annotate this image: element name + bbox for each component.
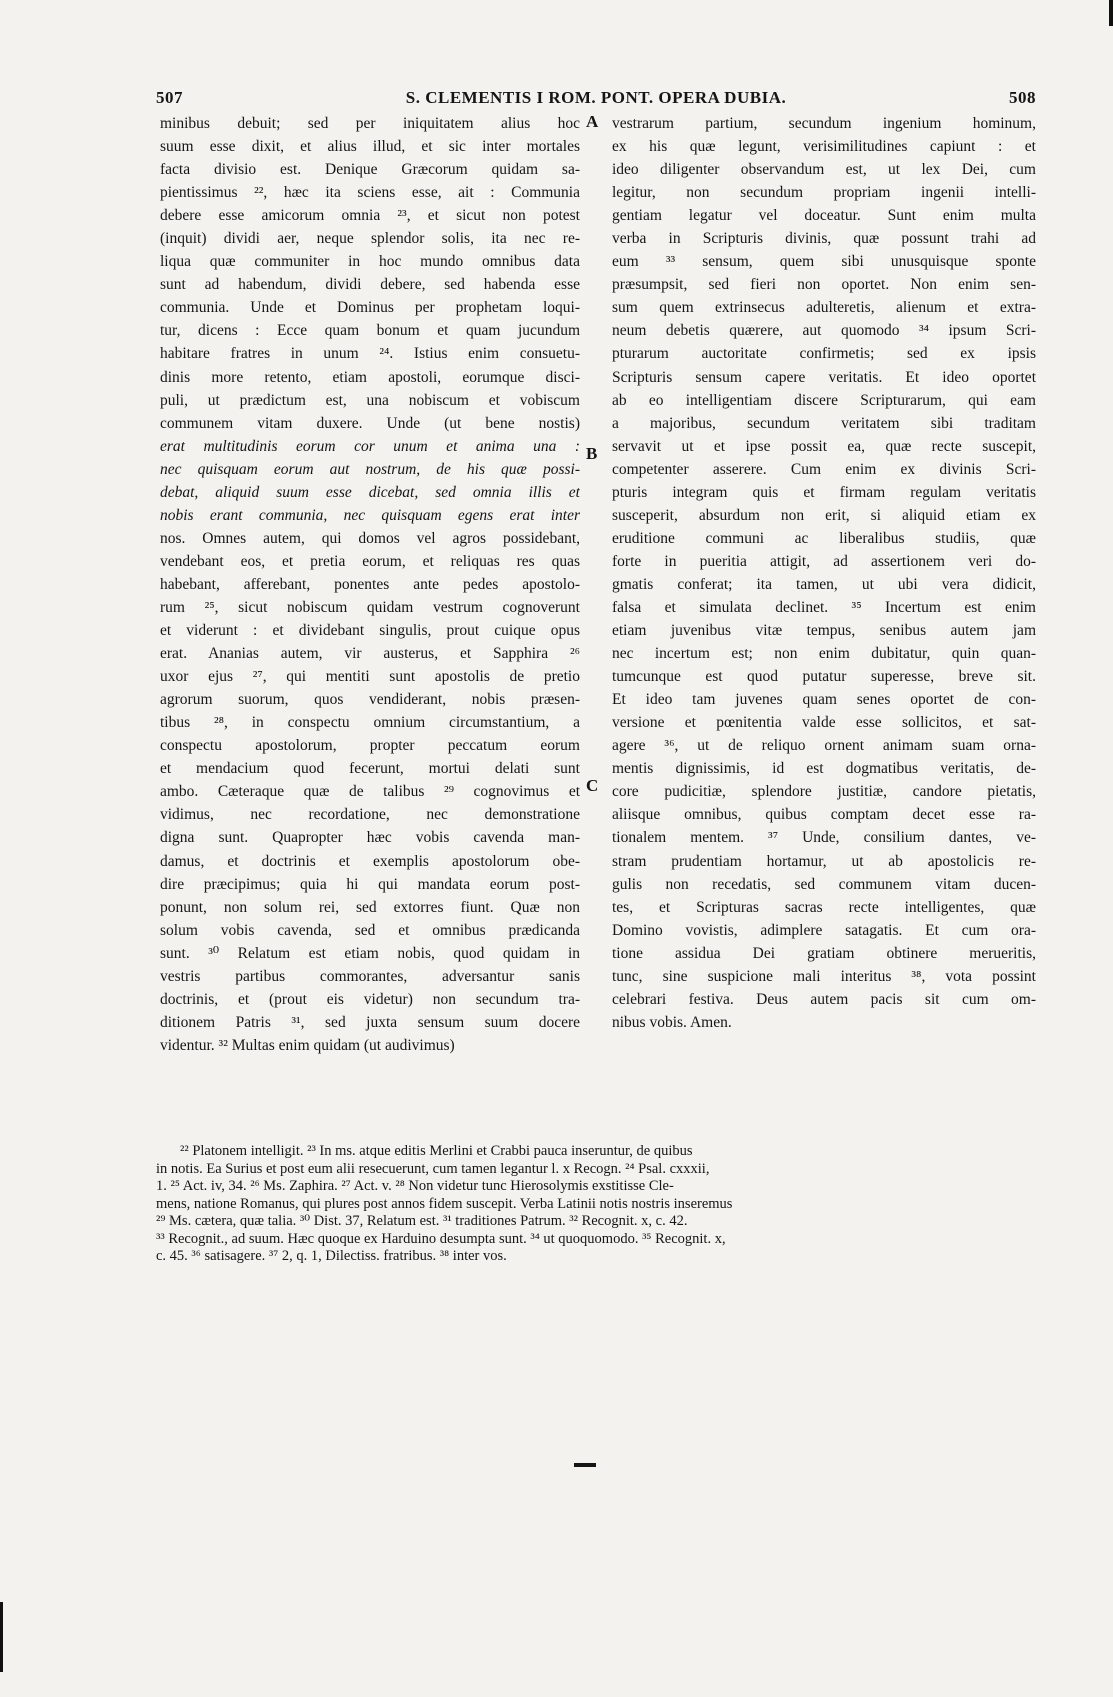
- text-line: damus, et doctrinis et exemplis apostolorum obe-: [160, 852, 580, 870]
- running-header: [156, 88, 1036, 110]
- footnote-line: in notis. Ea Surius et post eum alii resecuerunt, cum tamen legantur l. x Recogn. ²⁴ Psal. cxxxii,: [156, 1160, 710, 1177]
- text-line: præsumpsit, sed fieri non oportet. Non enim sen-: [612, 276, 1036, 294]
- scan-edge-mark: [0, 1602, 3, 1672]
- text-line: tionalem mentem. ³⁷ Unde, consilium dantes, ve-: [612, 829, 1036, 847]
- text-line: tibus ²⁸, in conspectu omnium circumstantium, a: [160, 714, 580, 732]
- text-line: dinis more retento, etiam apostoli, eorumque disci-: [160, 368, 580, 386]
- text-line: sunt ad habendum, dividi debere, sed habenda esse: [160, 276, 580, 294]
- right-column: [612, 112, 1036, 1034]
- text-line: eum ³³ sensum, quem sibi unusquisque sponte: [612, 253, 1036, 271]
- running-title: S. CLEMENTIS I ROM. PONT. OPERA DUBIA.: [405, 88, 787, 107]
- footnote-line: 1. ²⁵ Act. iv, 34. ²⁶ Ms. Zaphira. ²⁷ Act. v. ²⁸ Non videtur tunc Hierosolymis exstitisse Cle-: [156, 1178, 674, 1194]
- footnote-line: mens, natione Romanus, qui plures post annos fidem suscepit. Verba Latinii notis nostris inseremus: [156, 1195, 733, 1212]
- footnote-line: c. 45. ³⁶ satisagere. ³⁷ 2, q. 1, Dilectiss. fratribus. ³⁸ inter vos.: [156, 1248, 507, 1264]
- text-line: suum esse dixit, et alius illud, et sic inter mortales: [160, 138, 580, 156]
- ornamental-dash: [574, 1463, 596, 1467]
- text-line: nec incertum est; non enim dubitatur, quin quan-: [612, 645, 1036, 663]
- text-line: conspectu apostolorum, propter peccatum eorum: [160, 737, 580, 755]
- text-line: pturarum auctoritate confirmetis; sed ex ipsis: [612, 345, 1036, 363]
- text-line: doctrinis, et (prout eis videtur) non secundum tra-: [160, 990, 580, 1008]
- section-marker-a: A: [586, 112, 599, 131]
- text-line: et viderunt : et dividebant singulis, prout cuique opus: [160, 622, 580, 640]
- footnote-line: ²² Platonem intelligit. ²³ In ms. atque editis Merlini et Crabbi pauca inseruntur, de quibus: [180, 1143, 693, 1159]
- text-line: verba in Scripturis divinis, quæ possunt trahi ad: [612, 230, 1036, 248]
- text-line: agrorum suorum, quos vendiderant, nobis præsen-: [160, 691, 580, 709]
- text-line: ditionem Patris ³¹, sed juxta sensum suum docere: [160, 1013, 580, 1031]
- footnote-line: ²⁹ Ms. cætera, quæ talia. ³⁰ Dist. 37, Relatum est. ³¹ traditiones Patrum. ³² Recognit. x, c. 42.: [156, 1213, 688, 1229]
- text-line: communem vitam duxere. Unde (ut bene nostis): [160, 414, 580, 432]
- text-line: tunc, sine suspicione mali interitus ³⁸, vota possint: [612, 967, 1036, 985]
- text-line: forte in pueritia attigit, ad assertionem veri do-: [612, 552, 1036, 570]
- text-line: vidimus, nec recordatione, nec demonstratione: [160, 806, 580, 824]
- text-line: vestrarum partium, secundum ingenium hominum,: [612, 115, 1036, 132]
- text-line: digna sunt. Quapropter hæc vobis cavenda man-: [160, 829, 580, 847]
- text-line: tes, et Scripturas sacras recte intelligentes, quæ: [612, 898, 1036, 916]
- text-line: puli, ut prædictum est, una nobiscum et vobiscum: [160, 391, 580, 409]
- text-line: agere ³⁶, ut de reliquo ornent animam suam orna-: [612, 737, 1036, 755]
- text-line: et mendacium quod fecerunt, mortui delati sunt: [160, 760, 580, 778]
- text-line: vestris partibus commorantes, adversantur sanis: [160, 967, 580, 985]
- text-line: eruditione communi ac liberalibus studiis, quæ: [612, 529, 1036, 547]
- text-line: falsa et simulata declinet. ³⁵ Incertum est enim: [612, 598, 1036, 616]
- text-line: erat multitudinis eorum cor unum et anima una :: [160, 437, 580, 455]
- text-line: tione assidua Dei gratiam obtinere merueritis,: [612, 944, 1036, 962]
- text-line: etiam juvenibus vitæ tempus, senibus autem jam: [612, 622, 1036, 640]
- text-line: debere esse amicorum omnia ²³, et sicut non potest: [160, 207, 580, 225]
- text-line: solum vobis cavenda, sed et omnibus prædicanda: [160, 921, 580, 939]
- text-line: tumcunque est quod putatur superesse, breve sit.: [612, 668, 1036, 686]
- text-line: pientissimus ²², hæc ita sciens esse, ait : Communia: [160, 184, 580, 202]
- text-line: ambo. Cæteraque quæ de talibus ²⁹ cognovimus et: [160, 783, 580, 801]
- text-line: gulis non recedatis, sed communem vitam ducen-: [612, 875, 1036, 893]
- text-line: videntur. ³² Multas enim quidam (ut audivimus): [160, 1036, 455, 1054]
- text-line: communia. Unde et Dominus per prophetam loqui-: [160, 299, 580, 317]
- text-line: versione et pœnitentia valde esse sollicitos, et sat-: [612, 714, 1036, 732]
- text-line: susceperit, absurdum non erit, si aliquid etiam ex: [612, 506, 1036, 524]
- page-number-right: 508: [1009, 88, 1036, 107]
- left-column: [160, 112, 580, 1057]
- text-line: gentiam legatur vel doceatur. Sunt enim multa: [612, 207, 1036, 225]
- text-line: ideo diligenter observandum est, ut lex Dei, cum: [612, 161, 1036, 179]
- text-line: erat. Ananias autem, vir austerus, et Sapphira ²⁶: [160, 645, 580, 663]
- text-line: liqua quæ communiter in hoc mundo omnibus data: [160, 253, 580, 271]
- text-line: neum debetis quærere, aut quomodo ³⁴ ipsum Scri-: [612, 322, 1036, 340]
- text-line: nos. Omnes autem, qui domos vel agros possidebant,: [160, 529, 580, 547]
- text-line: ponunt, non solum rei, sed extorres fiunt. Quæ non: [160, 898, 580, 916]
- section-marker-c: C: [586, 776, 599, 795]
- text-line: pturis integram quis et firmam regulam veritatis: [612, 483, 1036, 501]
- text-line: Scripturis sensum capere veritatis. Et ideo oportet: [612, 368, 1036, 386]
- text-line: a majoribus, secundum veritatem sibi traditam: [612, 414, 1036, 432]
- text-line: debat, aliquid suum esse dicebat, sed omnia illis et: [160, 483, 580, 501]
- text-line: aliisque omnibus, quibus comptam decet esse ra-: [612, 806, 1036, 824]
- section-marker-b: B: [586, 444, 598, 463]
- text-line: celebrari festiva. Deus autem pacis sit cum om-: [612, 990, 1036, 1008]
- scan-edge-mark: [1109, 0, 1113, 26]
- text-line: habebant, afferebant, ponentes ante pedes apostolo-: [160, 575, 580, 593]
- text-line: gmatis conferat; ita tamen, ut ubi vera didicit,: [612, 575, 1036, 593]
- text-line: Et ideo tam juvenes quam senes oportet de con-: [612, 691, 1036, 709]
- footnotes: [156, 1143, 1032, 1266]
- text-line: uxor ejus ²⁷, qui mentiti sunt apostolis de pretio: [160, 668, 580, 686]
- text-line: dire præcipimus; quia hi qui mandata eorum post-: [160, 875, 580, 893]
- text-line: tur, dicens : Ecce quam bonum et quam jucundum: [160, 322, 580, 340]
- text-line: (inquit) dividi aer, neque splendor solis, ita nec re-: [160, 230, 580, 248]
- text-line: ex his quæ legunt, verisimilitudines capiunt : et: [612, 138, 1036, 156]
- text-line: sum quem extrinsecus adulteretis, alienum et extra-: [612, 299, 1036, 317]
- text-line: sunt. ³⁰ Relatum est etiam nobis, quod quidam in: [160, 944, 580, 962]
- text-line: servavit ut et ipse possit ea, quæ recte suscepit,: [612, 437, 1036, 455]
- text-line: nec quisquam eorum aut nostrum, de his quæ possi-: [160, 460, 580, 478]
- text-line: legitur, non secundum propriam ingenii intelli-: [612, 184, 1036, 202]
- text-line: nibus vobis. Amen.: [612, 1013, 732, 1031]
- text-line: core pudicitiæ, splendore justitiæ, candore pietatis,: [612, 783, 1036, 801]
- page-number-left: 507: [156, 88, 183, 107]
- text-line: competenter asserere. Cum enim ex divinis Scri-: [612, 460, 1036, 478]
- text-line: stram prudentiam hortamur, ut ab apostolicis re-: [612, 852, 1036, 870]
- text-line: minibus debuit; sed per iniquitatem alius hoc: [160, 115, 580, 132]
- text-line: vendebant eos, et pretia eorum, et reliquas res quas: [160, 552, 580, 570]
- text-line: facta divisio est. Denique Græcorum quidam sa-: [160, 161, 580, 179]
- text-line: mentis dignissimis, id est dogmatibus veritatis, de-: [612, 760, 1036, 778]
- text-line: habitare fratres in unum ²⁴. Istius enim consuetu-: [160, 345, 580, 363]
- text-line: nobis erant communia, nec quisquam egens erat inter: [160, 506, 580, 524]
- text-line: ab eo intelligentiam discere Scripturarum, qui eam: [612, 391, 1036, 409]
- text-line: Domino vovistis, adimplere satagatis. Et cum ora-: [612, 921, 1036, 939]
- text-line: rum ²⁵, sicut nobiscum quidam vestrum cognoverunt: [160, 598, 580, 616]
- footnote-line: ³³ Recognit., ad suum. Hæc quoque ex Harduino desumpta sunt. ³⁴ ut quoquomodo. ³⁵ Recognit. x,: [156, 1230, 726, 1247]
